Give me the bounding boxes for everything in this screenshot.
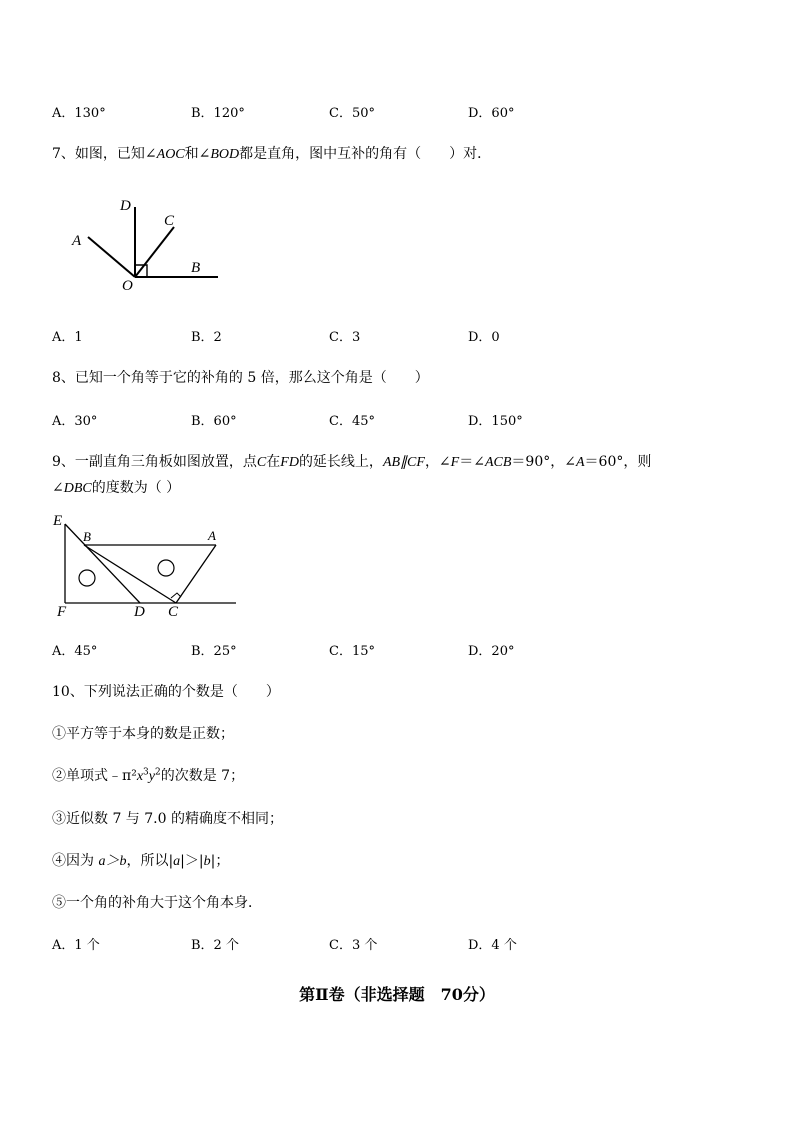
q8-option-c[interactable]: C．45° [329,414,375,429]
ray-oc [135,227,174,277]
line-bc [84,545,176,603]
q7-stem: 7、如图，已知∠AOC和∠BOD都是直角，图中互补的角有（ ）对． [52,146,492,162]
hole-left [79,570,95,586]
q10-stem: 10、下列说法正确的个数是（ ） [52,684,280,700]
label-a: A [208,528,216,543]
q9-option-a[interactable]: A．45° [52,644,98,659]
q10-option-c[interactable]: C．3 个 [329,938,378,953]
q7-option-d[interactable]: D．0 [468,330,500,345]
q8-stem: 8、已知一个角等于它的补角的 5 倍，那么这个角是（ ） [52,370,429,386]
label-b: B [191,260,201,276]
label-c: C [164,213,175,229]
label-o: O [122,278,133,294]
q10-option-a[interactable]: A．1 个 [52,938,100,953]
q7-figure [60,190,230,300]
q8-options [52,410,752,430]
q8-option-b[interactable]: B．60° [191,414,237,429]
q10-statement-4: ④因为 a＞b，所以|a|＞|b|； [52,853,230,869]
q7-option-b[interactable]: B．2 [191,330,222,345]
label-b: B [83,529,91,544]
label-d: D [120,198,131,214]
q9-option-c[interactable]: C．15° [329,644,375,659]
section-title: 第Ⅱ卷（非选择题 70分） [299,985,495,1004]
label-e: E [53,513,63,529]
ray-oa [88,237,135,277]
q7-option-a[interactable]: A．1 [52,330,83,345]
q10-option-b[interactable]: B．2 个 [191,938,239,953]
q7-option-c[interactable]: C．3 [329,330,361,345]
label-d: D [134,604,145,620]
q6-option-b[interactable]: B．120° [191,106,245,121]
q9-option-d[interactable]: D．20° [468,644,515,659]
q9-stem-line2: ∠DBC的度数为（ ） [52,480,181,496]
q6-options [52,102,752,122]
q10-option-d[interactable]: D．4 个 [468,938,517,953]
q9-figure [50,510,245,622]
q9-options [52,640,752,660]
q10-statement-5: ⑤一个角的补角大于这个角本身． [52,895,262,911]
q10-options [52,934,752,954]
q9-stem-line1: 9、一副直角三角板如图放置，点C在FD的延长线上，AB∥CF，∠F＝∠ACB＝90°，∠A＝60°，则 [52,454,652,470]
q9-option-b[interactable]: B．25° [191,644,237,659]
line-ed [65,524,140,603]
q6-option-c[interactable]: C．50° [329,106,375,121]
q7-options [52,326,752,346]
line-ac [176,545,216,603]
label-c: C [168,604,179,620]
hole-right [158,560,174,576]
q8-option-a[interactable]: A．30° [52,414,98,429]
q6-option-d[interactable]: D．60° [468,106,515,121]
q10-statement-1: ①平方等于本身的数是正数； [52,726,234,742]
q10-statement-2: ②单项式$﹣\pi^2x^3y^2$的次数是 7； [52,767,245,784]
q10-statement-3: ③近似数 7 与 7.0 的精确度不相同； [52,811,283,827]
label-a: A [72,233,82,249]
q8-option-d[interactable]: D．150° [468,414,523,429]
label-f: F [57,604,67,620]
q6-option-a[interactable]: A．130° [52,106,106,121]
